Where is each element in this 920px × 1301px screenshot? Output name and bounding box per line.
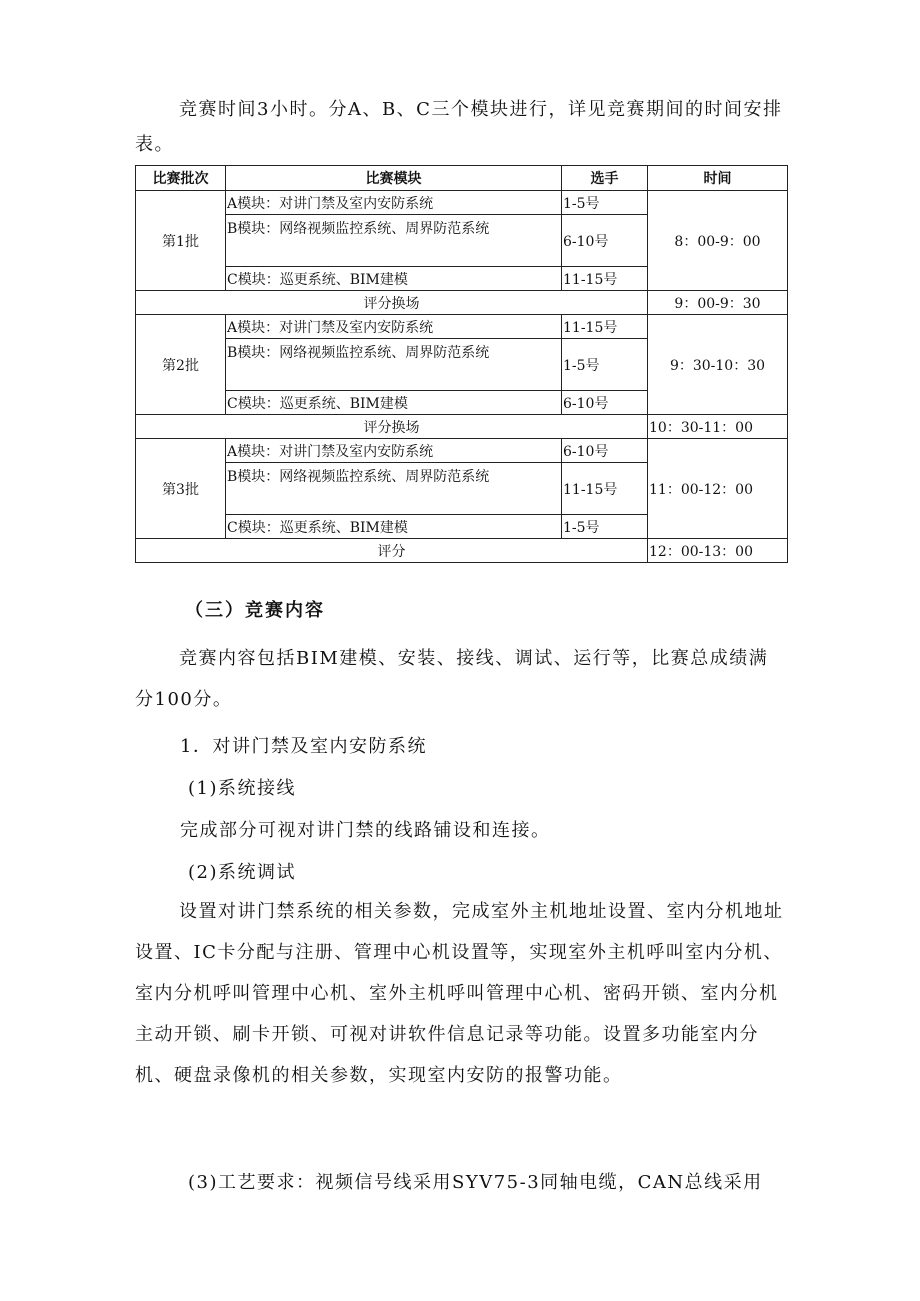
player-cell: 11-15号	[562, 463, 648, 515]
schedule-table	[135, 165, 788, 563]
sub1-text: 完成部分可视对讲门禁的线路铺设和连接。	[180, 820, 551, 841]
break-label: 评分换场	[136, 415, 648, 439]
header-player: 选手	[562, 166, 648, 191]
sub2-text: 设置对讲门禁系统的相关参数，完成室外主机地址设置、室内分机地址设置、IC卡分配与注册、管理中心机设置等，实现室外主机呼叫室内分机、室内分机呼叫管理中心机、室外主机呼叫管理中心机、密码开锁、室内分机主动开锁、刷卡开锁、可视对讲软件信息记录等功能。设置多功能室内分机、硬盘录像机的相关参数，实现室内安防的报警功能。	[135, 901, 784, 1086]
player-cell: 11-15号	[562, 267, 648, 291]
module-cell: C模块：巡更系统、BIM建模	[226, 391, 562, 415]
header-batch: 比赛批次	[136, 166, 226, 191]
player-cell: 6-10号	[562, 439, 648, 463]
player-cell: 6-10号	[562, 391, 648, 415]
module-cell: C模块：巡更系统、BIM建模	[226, 515, 562, 539]
header-time: 时间	[648, 166, 788, 191]
batch-name: 第1批	[136, 191, 226, 291]
break-row	[136, 415, 788, 439]
batch-name: 第3批	[136, 439, 226, 539]
player-cell: 1-5号	[562, 191, 648, 215]
section-intro: 竞赛内容包括BIM建模、安装、接线、调试、运行等，比赛总成绩满分100分。	[135, 648, 769, 710]
table-row	[136, 315, 788, 339]
player-cell: 1-5号	[562, 515, 648, 539]
table-header-row	[136, 166, 788, 191]
header-module: 比赛模块	[226, 166, 562, 191]
intro-paragraph: 竞赛时间3小时。分A、B、C三个模块进行，详见竞赛期间的时间安排表。	[135, 99, 783, 155]
item1-title: 1．对讲门禁及室内安防系统	[180, 736, 427, 757]
sub2-title: (2)系统调试	[188, 862, 296, 883]
table-row	[136, 439, 788, 463]
batch-name: 第2批	[136, 315, 226, 415]
module-cell: C模块：巡更系统、BIM建模	[226, 267, 562, 291]
module-cell: B模块：网络视频监控系统、周界防范系统	[226, 215, 562, 267]
time-cell: 11：00-12：00	[648, 439, 788, 539]
table-row	[136, 191, 788, 215]
break-row	[136, 539, 788, 563]
break-label: 评分换场	[136, 291, 648, 315]
module-cell: A模块：对讲门禁及室内安防系统	[226, 315, 562, 339]
break-time: 9：00-9：30	[648, 291, 788, 315]
break-row	[136, 291, 788, 315]
player-cell: 6-10号	[562, 215, 648, 267]
module-cell: A模块：对讲门禁及室内安防系统	[226, 191, 562, 215]
module-cell: B模块：网络视频监控系统、周界防范系统	[226, 463, 562, 515]
module-cell: A模块：对讲门禁及室内安防系统	[226, 439, 562, 463]
player-cell: 11-15号	[562, 315, 648, 339]
section-heading: （三）竞赛内容	[185, 600, 325, 621]
sub1-title: (1)系统接线	[188, 778, 296, 799]
module-cell: B模块：网络视频监控系统、周界防范系统	[226, 339, 562, 391]
break-label: 评分	[136, 539, 648, 563]
time-cell: 9：30-10：30	[648, 315, 788, 415]
player-cell: 1-5号	[562, 339, 648, 391]
break-time: 12：00-13：00	[648, 539, 788, 563]
time-cell: 8：00-9：00	[648, 191, 788, 291]
break-time: 10：30-11：00	[648, 415, 788, 439]
sub3-text: (3)工艺要求：视频信号线采用SYV75-3同轴电缆，CAN总线采用	[188, 1172, 763, 1193]
